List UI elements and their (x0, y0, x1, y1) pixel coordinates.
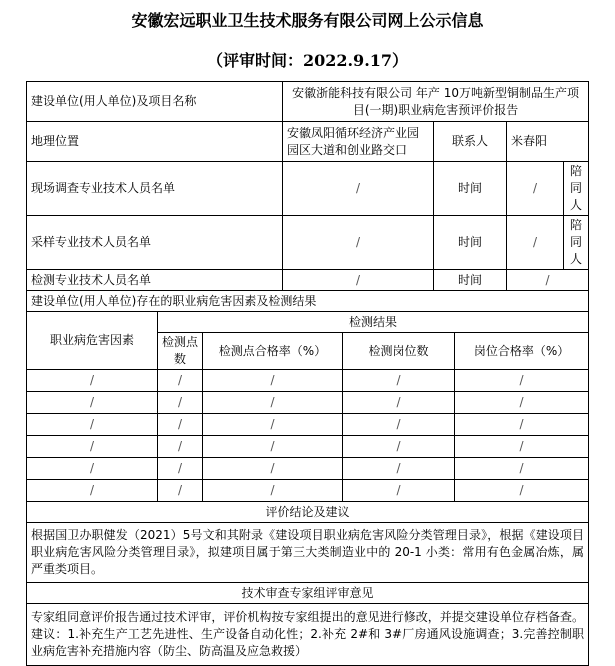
data-cell: / (343, 392, 455, 414)
data-cell: / (455, 414, 589, 436)
hazard-header-row (27, 312, 589, 333)
conclusion-title-row (27, 502, 589, 523)
data-cell: / (455, 436, 589, 458)
survey-time-label: 时间 (434, 162, 507, 216)
data-cell: / (343, 414, 455, 436)
hazard-section-title: 建设单位(用人单位)存在的职业病危害因素及检测结果 (27, 291, 589, 312)
hazard-data-row (27, 458, 589, 480)
testing-label: 检测专业技术人员名单 (27, 270, 283, 291)
sampling-row (27, 216, 589, 270)
survey-label: 现场调查专业技术人员名单 (27, 162, 283, 216)
hazard-data-row (27, 480, 589, 502)
column-header: 岗位合格率（%） (455, 333, 589, 370)
contact-value: 米春阳 (507, 122, 589, 162)
testing-row (27, 270, 589, 291)
column-header: 检测点合格率（%） (203, 333, 343, 370)
results-header: 检测结果 (158, 312, 589, 333)
location-label: 地理位置 (27, 122, 283, 162)
hazard-data-row (27, 436, 589, 458)
data-cell: / (343, 436, 455, 458)
sampling-time-label: 时间 (434, 216, 507, 270)
data-cell: / (455, 480, 589, 502)
expert-text-row (27, 604, 589, 666)
hazard-data-row (27, 392, 589, 414)
data-cell: / (158, 392, 203, 414)
data-cell: / (343, 458, 455, 480)
sampling-names: / (283, 216, 434, 270)
expert-title: 技术审查专家组评审意见 (27, 583, 589, 604)
expert-text: 专家组同意评价报告通过技术评审，评价机构按专家组提出的意见进行修改，并提交建设单位存档备查。建议：1.补充生产工艺先进性、生产设备自动化性；2.补充 2#和 3#厂房通风设施调查；3.完善控制职业病危害补充措施内容（防尘、防高温及应急救援） (27, 604, 589, 666)
location-row (27, 122, 589, 162)
survey-names: / (283, 162, 434, 216)
data-cell: / (27, 370, 158, 392)
project-row (27, 82, 589, 122)
testing-names: / (283, 270, 434, 291)
data-cell: / (27, 458, 158, 480)
contact-label: 联系人 (434, 122, 507, 162)
review-time: （评审时间：2022.9.17） (206, 51, 409, 70)
data-cell: / (343, 480, 455, 502)
data-cell: / (27, 436, 158, 458)
data-cell: / (27, 414, 158, 436)
sampling-time: / (507, 216, 564, 270)
testing-time: / (507, 270, 589, 291)
data-cell: / (27, 392, 158, 414)
conclusion-title: 评价结论及建议 (27, 502, 589, 523)
data-cell: / (343, 370, 455, 392)
hazard-data-row (27, 370, 589, 392)
page-title: 安徽宏远职业卫生技术服务有限公司网上公示信息 (131, 11, 484, 30)
sampling-companion-label: 陪同人 (564, 216, 589, 270)
data-cell: / (455, 458, 589, 480)
data-cell: / (455, 370, 589, 392)
data-cell: / (27, 480, 158, 502)
data-cell: / (203, 458, 343, 480)
survey-time: / (507, 162, 564, 216)
survey-companion-label: 陪同人 (564, 162, 589, 216)
data-cell: / (203, 414, 343, 436)
column-header: 检测点数 (158, 333, 203, 370)
data-cell: / (158, 480, 203, 502)
data-cell: / (158, 414, 203, 436)
data-cell: / (158, 370, 203, 392)
survey-row (27, 162, 589, 216)
disclosure-table (26, 81, 589, 666)
hazard-section-row (27, 291, 589, 312)
data-cell: / (158, 458, 203, 480)
conclusion-text-row (27, 523, 589, 583)
data-cell: / (455, 392, 589, 414)
location-value: 安徽凤阳循环经济产业园园区大道和创业路交口 (283, 122, 434, 162)
unit-label: 建设单位(用人单位)及项目名称 (27, 82, 283, 122)
sampling-label: 采样专业技术人员名单 (27, 216, 283, 270)
data-cell: / (203, 392, 343, 414)
conclusion-text: 根据国卫办职健发（2021）5号文和其附录《建设项目职业病危害风险分类管理目录》，根据《建设项目职业病危害风险分类管理目录》，拟建项目属于第三大类制造业中的 20-1 小类：常用有色金属冶炼，属严重类项目。 (27, 523, 589, 583)
unit-value: 安徽浙能科技有限公司 年产 10万吨新型铜制品生产项目(一期)职业病危害预评价报告 (283, 82, 589, 122)
data-cell: / (203, 480, 343, 502)
column-header: 检测岗位数 (343, 333, 455, 370)
testing-time-label: 时间 (434, 270, 507, 291)
factor-header: 职业病危害因素 (27, 312, 158, 370)
data-cell: / (203, 370, 343, 392)
data-cell: / (158, 436, 203, 458)
data-cell: / (203, 436, 343, 458)
expert-title-row (27, 583, 589, 604)
hazard-data-row (27, 414, 589, 436)
